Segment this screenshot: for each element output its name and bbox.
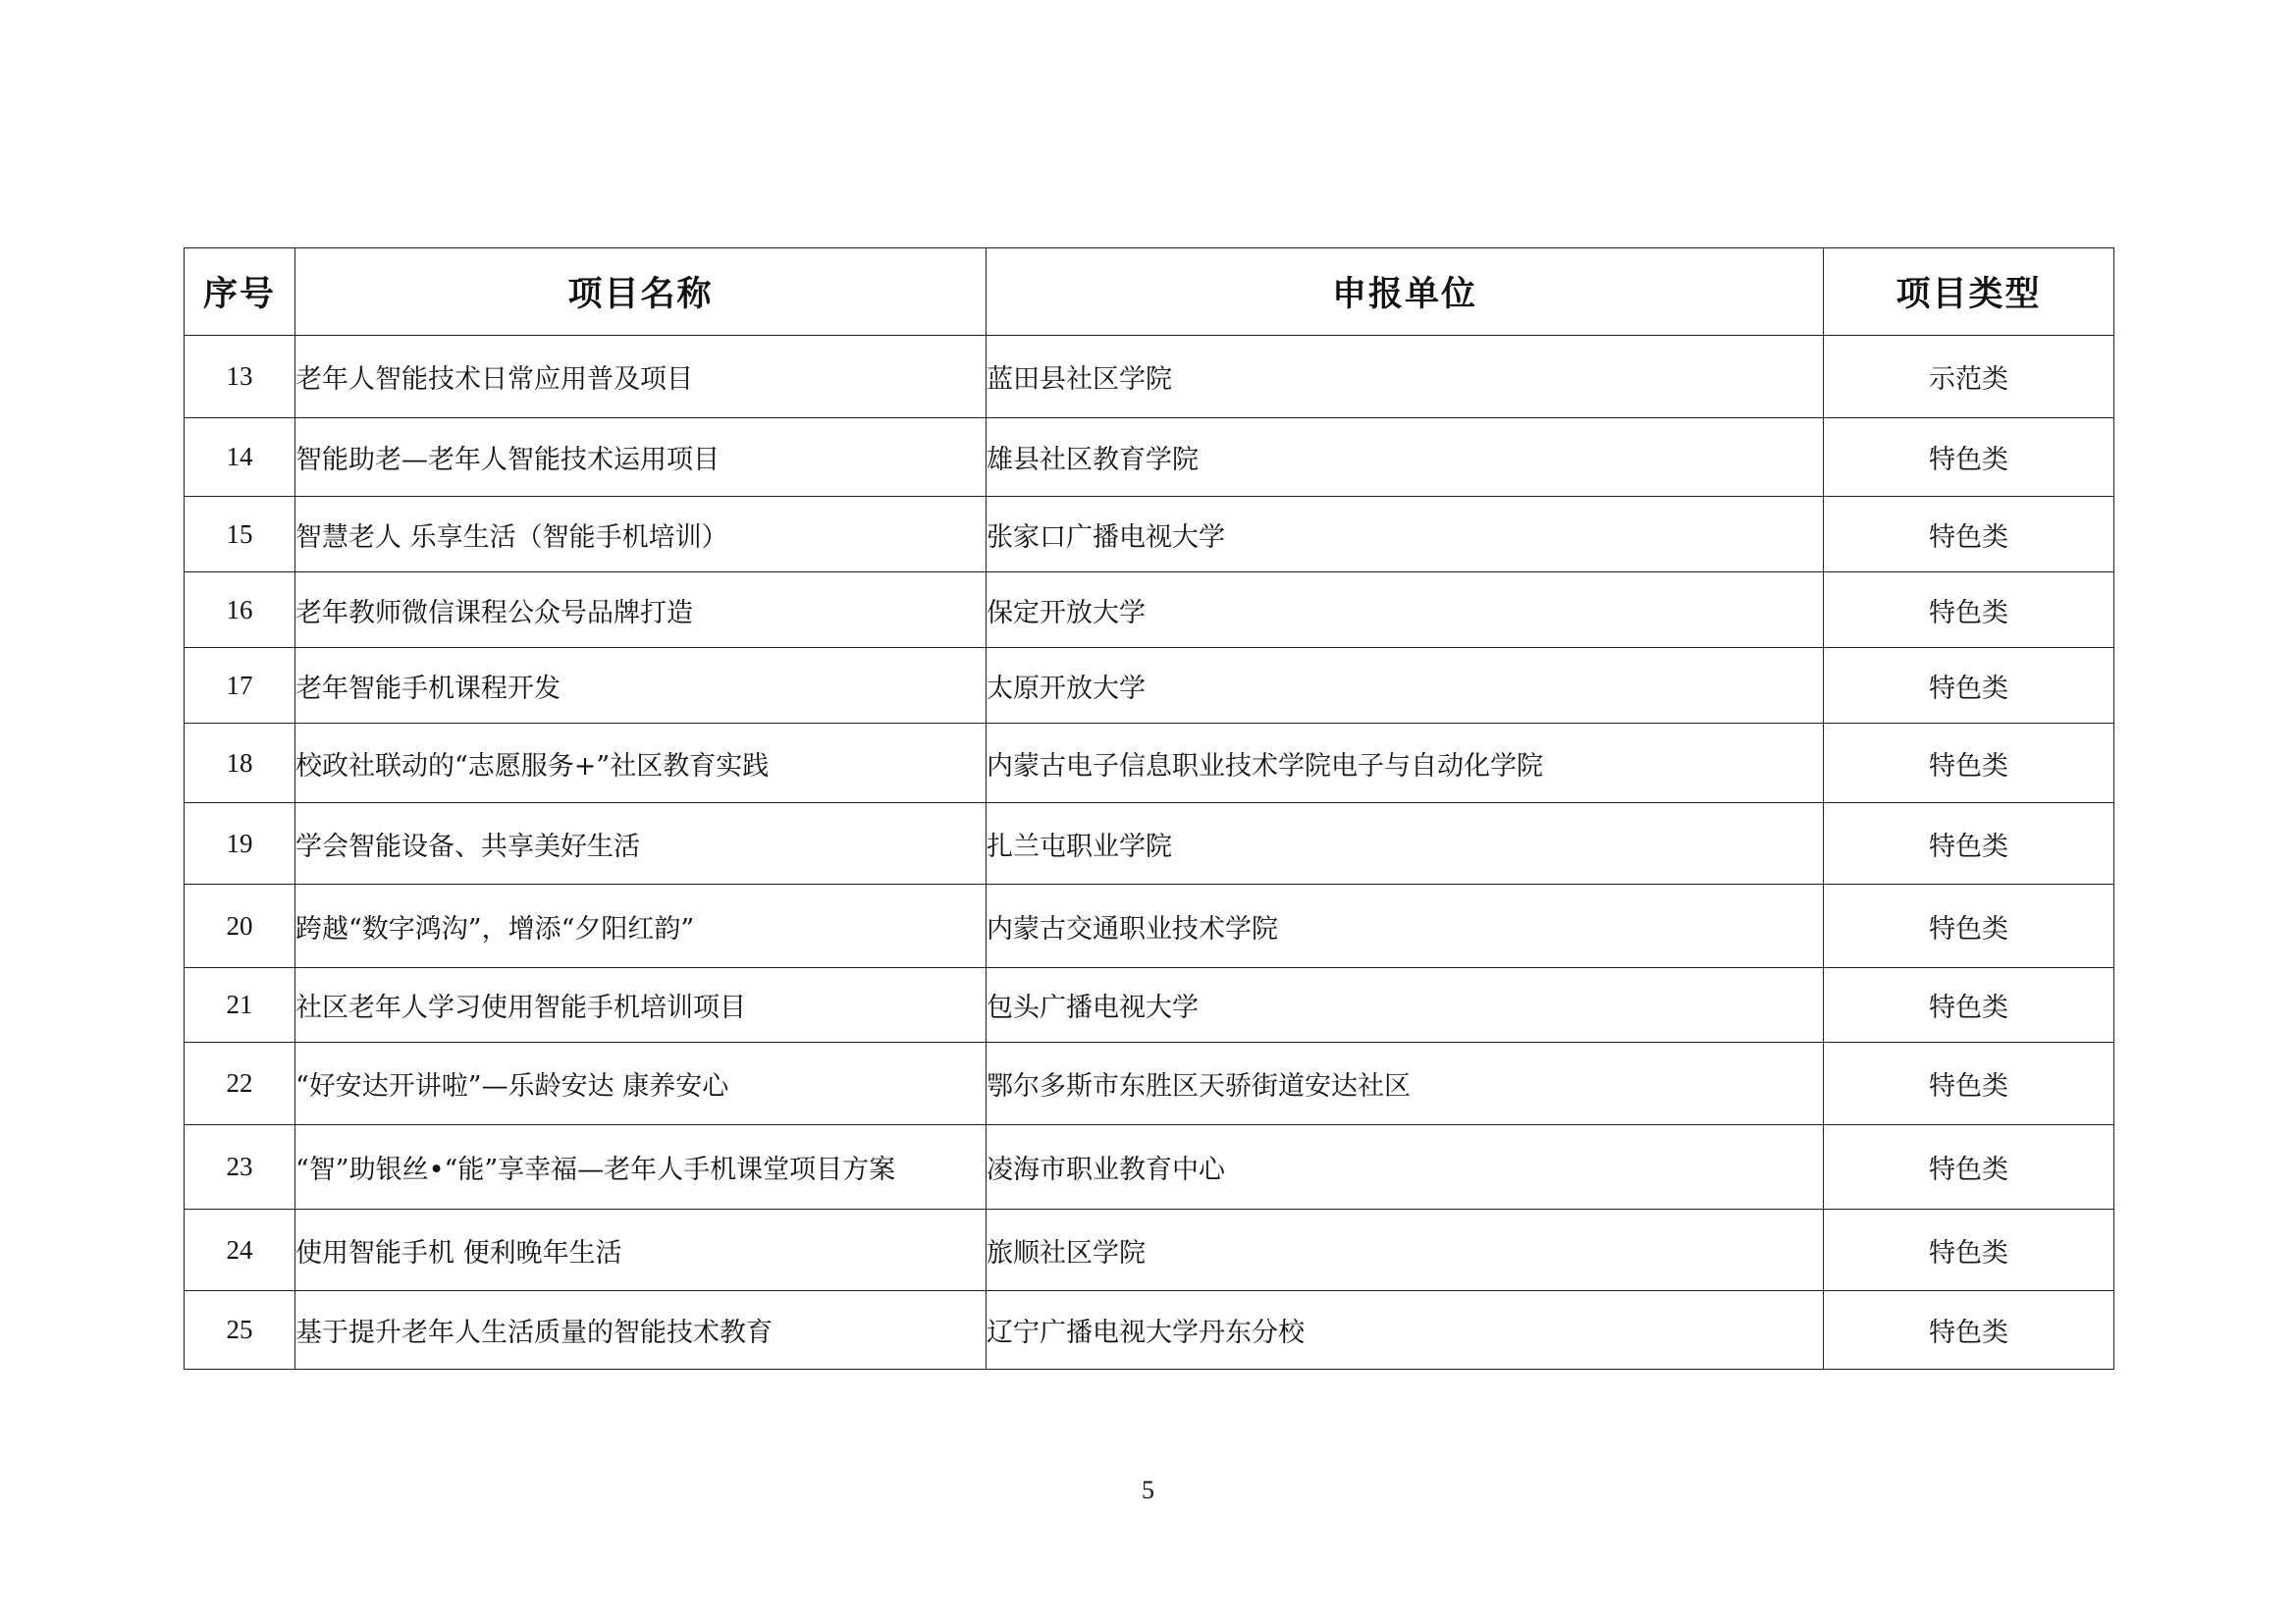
cell-project-name: 学会智能设备、共享美好生活 [295, 803, 987, 885]
cell-project-name: 老年智能手机课程开发 [295, 648, 987, 724]
cell-applicant-unit: 内蒙古电子信息职业技术学院电子与自动化学院 [987, 724, 1824, 803]
cell-project-type: 特色类 [1824, 497, 2114, 572]
table-row [185, 648, 2114, 724]
cell-applicant-unit: 凌海市职业教育中心 [987, 1125, 1824, 1210]
cell-project-name: 校政社联动的“志愿服务+”社区教育实践 [295, 724, 987, 803]
table-row [185, 968, 2114, 1043]
cell-applicant-unit: 旅顺社区学院 [987, 1210, 1824, 1291]
cell-project-type: 特色类 [1824, 1043, 2114, 1125]
cell-serial-number: 18 [185, 724, 295, 803]
cell-serial-number: 14 [185, 418, 295, 497]
cell-project-name: “好安达开讲啦”—乐龄安达 康养安心 [295, 1043, 987, 1125]
header-applicant-unit: 申报单位 [987, 248, 1824, 336]
cell-serial-number: 13 [185, 336, 295, 418]
table-row [185, 1210, 2114, 1291]
table-row [185, 497, 2114, 572]
cell-applicant-unit: 保定开放大学 [987, 572, 1824, 648]
header-project-type: 项目类型 [1824, 248, 2114, 336]
table-row [185, 1043, 2114, 1125]
cell-serial-number: 22 [185, 1043, 295, 1125]
cell-serial-number: 16 [185, 572, 295, 648]
table-row [185, 418, 2114, 497]
table-row [185, 336, 2114, 418]
header-serial-number: 序号 [185, 248, 295, 336]
table-row [185, 803, 2114, 885]
cell-project-name: 老年人智能技术日常应用普及项目 [295, 336, 987, 418]
cell-serial-number: 15 [185, 497, 295, 572]
cell-serial-number: 19 [185, 803, 295, 885]
cell-project-type: 特色类 [1824, 1210, 2114, 1291]
cell-project-type: 特色类 [1824, 803, 2114, 885]
cell-applicant-unit: 鄂尔多斯市东胜区天骄街道安达社区 [987, 1043, 1824, 1125]
cell-project-type: 特色类 [1824, 724, 2114, 803]
cell-applicant-unit: 蓝田县社区学院 [987, 336, 1824, 418]
page-number: 5 [1142, 1476, 1154, 1504]
cell-project-type: 特色类 [1824, 885, 2114, 968]
table-row [185, 572, 2114, 648]
cell-applicant-unit: 辽宁广播电视大学丹东分校 [987, 1291, 1824, 1370]
cell-serial-number: 23 [185, 1125, 295, 1210]
cell-serial-number: 24 [185, 1210, 295, 1291]
table-header-row [185, 248, 2114, 336]
cell-applicant-unit: 包头广播电视大学 [987, 968, 1824, 1043]
table-row [185, 1125, 2114, 1210]
cell-applicant-unit: 内蒙古交通职业技术学院 [987, 885, 1824, 968]
cell-applicant-unit: 雄县社区教育学院 [987, 418, 1824, 497]
cell-project-name: 基于提升老年人生活质量的智能技术教育 [295, 1291, 987, 1370]
cell-project-name: 跨越“数字鸿沟”，增添“夕阳红韵” [295, 885, 987, 968]
cell-project-type: 特色类 [1824, 572, 2114, 648]
table-row [185, 1291, 2114, 1370]
cell-serial-number: 25 [185, 1291, 295, 1370]
cell-project-name: 老年教师微信课程公众号品牌打造 [295, 572, 987, 648]
project-table [184, 247, 2114, 1370]
table-body [185, 336, 2114, 1370]
cell-project-name: 社区老年人学习使用智能手机培训项目 [295, 968, 987, 1043]
cell-project-type: 特色类 [1824, 968, 2114, 1043]
cell-project-name: 使用智能手机 便利晚年生活 [295, 1210, 987, 1291]
cell-project-name: “智”助银丝•“能”享幸福—老年人手机课堂项目方案 [295, 1125, 987, 1210]
cell-project-type: 特色类 [1824, 418, 2114, 497]
cell-project-type: 特色类 [1824, 1291, 2114, 1370]
cell-serial-number: 20 [185, 885, 295, 968]
table-row [185, 724, 2114, 803]
cell-project-type: 特色类 [1824, 648, 2114, 724]
cell-project-name: 智能助老—老年人智能技术运用项目 [295, 418, 987, 497]
cell-applicant-unit: 扎兰屯职业学院 [987, 803, 1824, 885]
cell-applicant-unit: 太原开放大学 [987, 648, 1824, 724]
cell-serial-number: 21 [185, 968, 295, 1043]
cell-project-type: 示范类 [1824, 336, 2114, 418]
cell-project-name: 智慧老人 乐享生活（智能手机培训） [295, 497, 987, 572]
cell-project-type: 特色类 [1824, 1125, 2114, 1210]
cell-applicant-unit: 张家口广播电视大学 [987, 497, 1824, 572]
header-project-name: 项目名称 [295, 248, 987, 336]
cell-serial-number: 17 [185, 648, 295, 724]
table-row [185, 885, 2114, 968]
